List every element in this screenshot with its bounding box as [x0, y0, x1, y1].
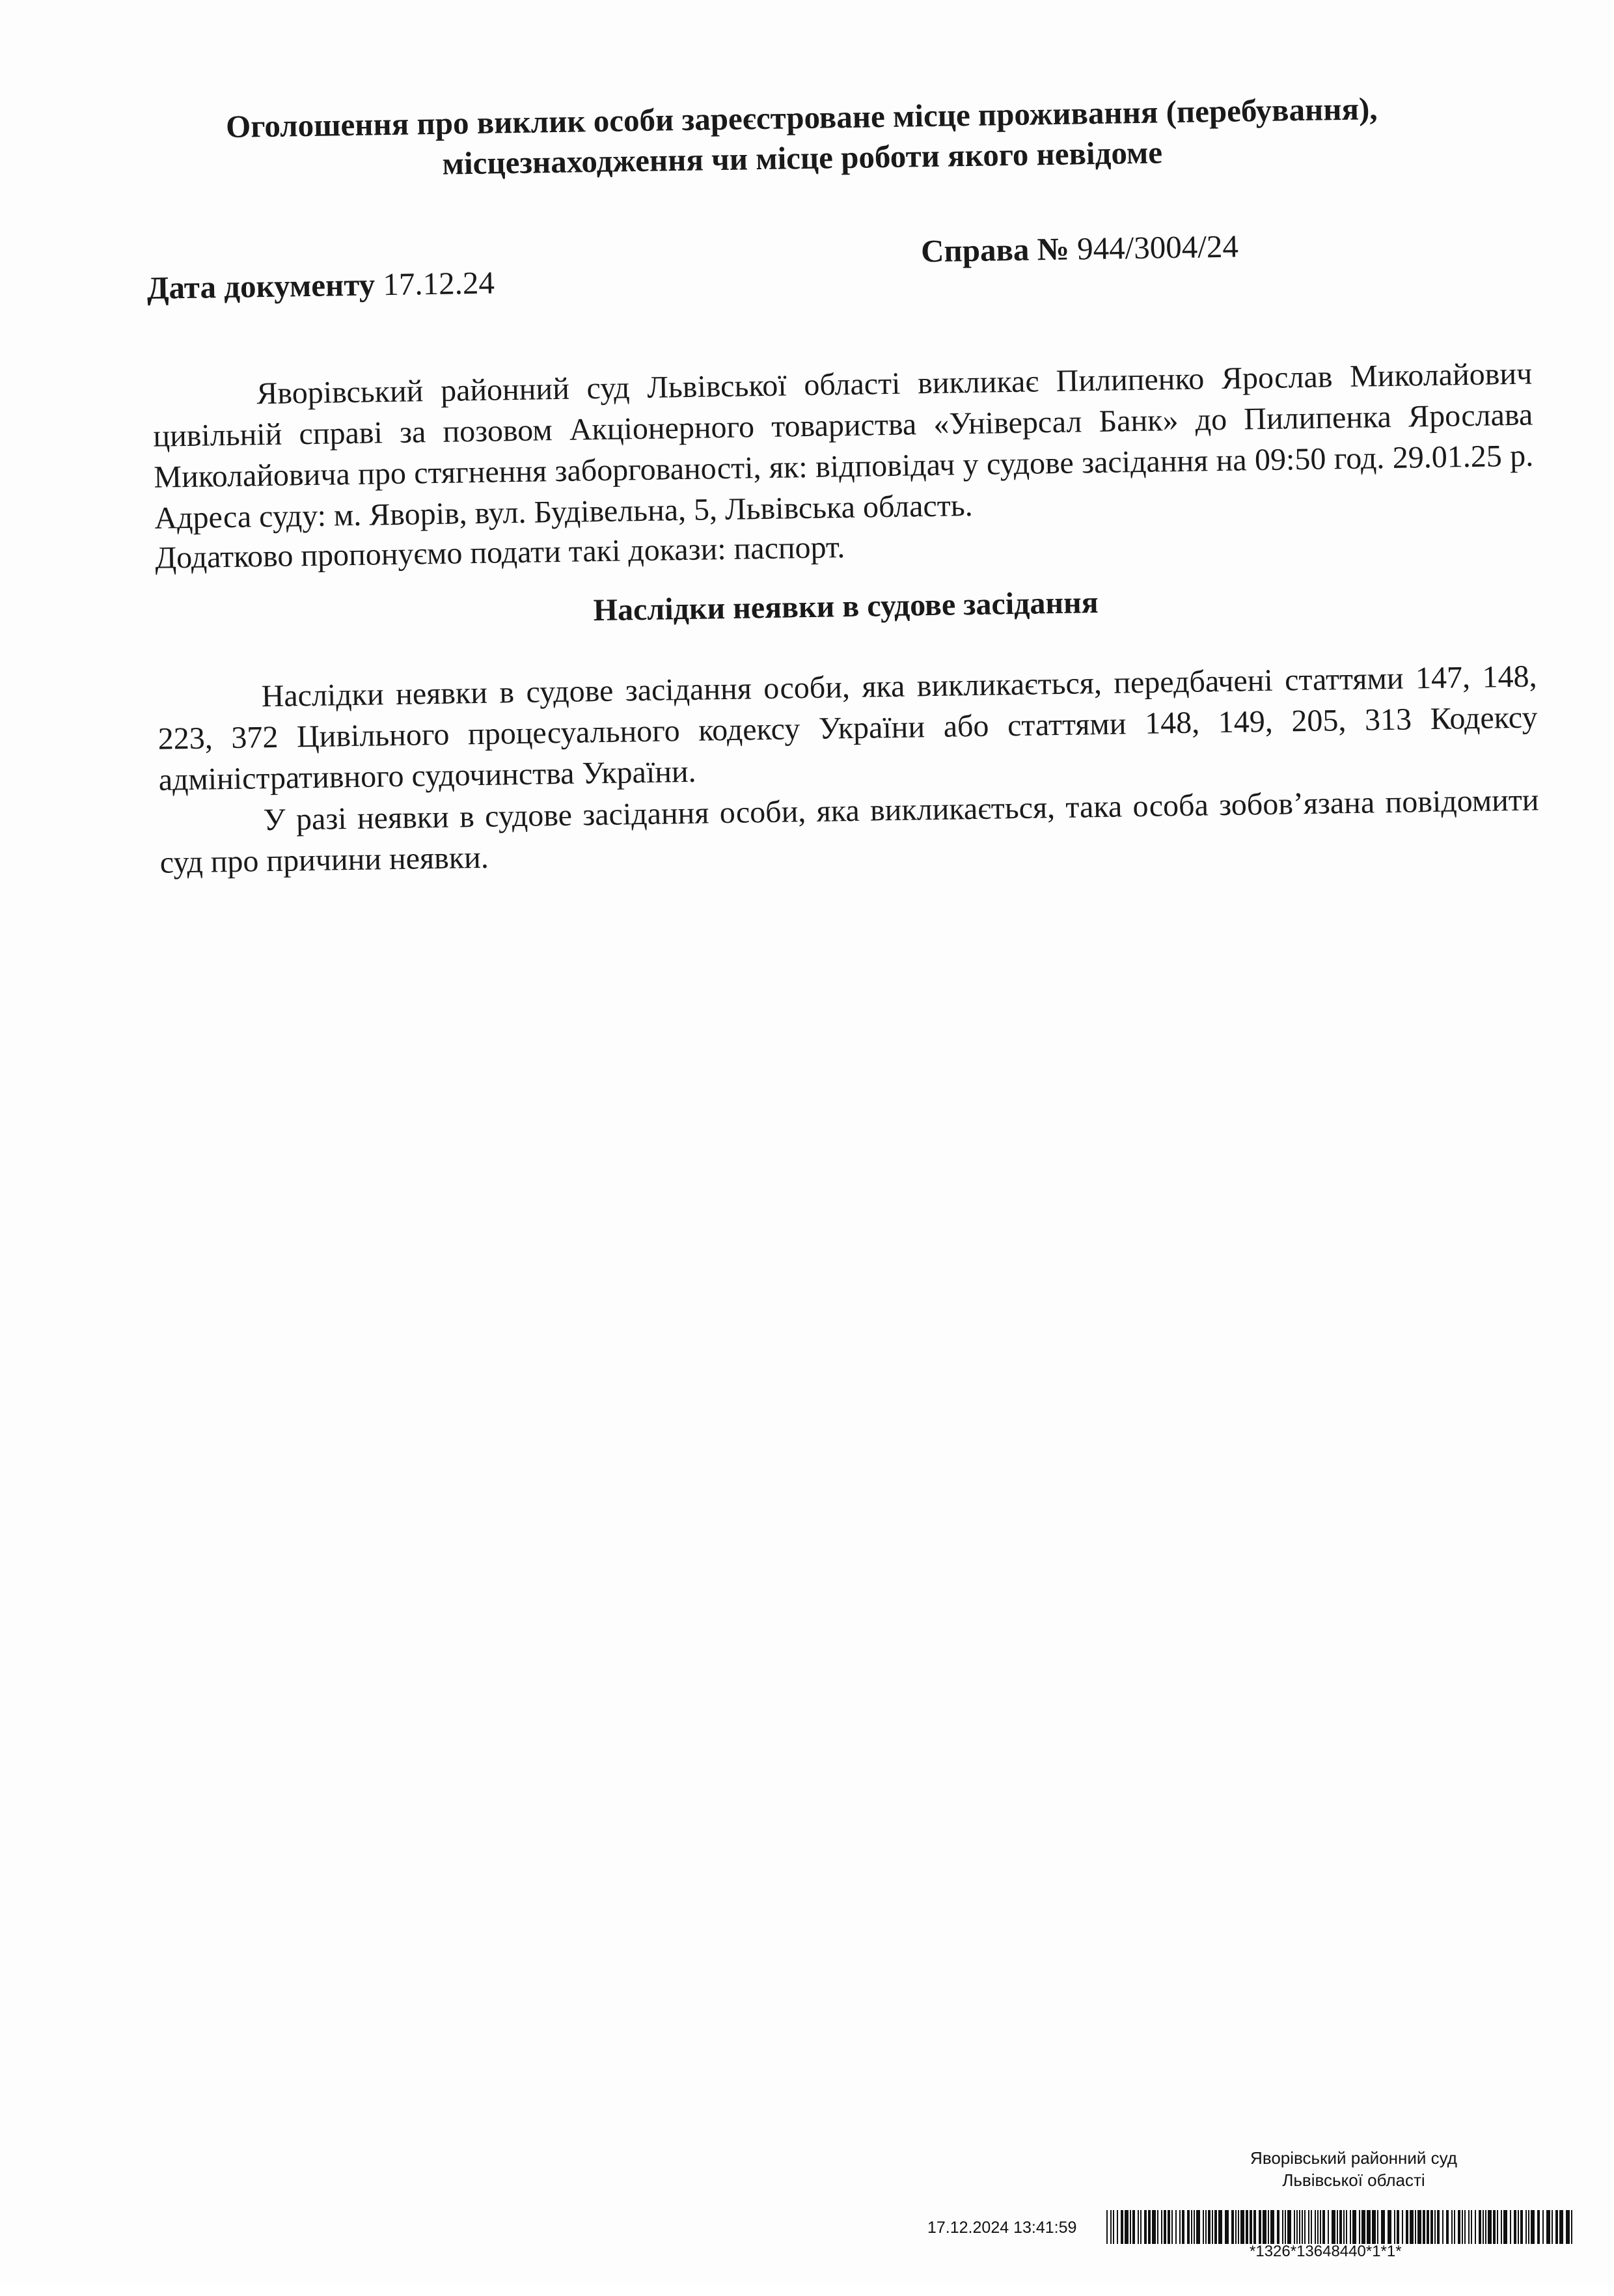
- consequences-paragraph: Наслідки неявки в судове засідання особи, яка викликається, передбачені статтями 147, 148, 223, 372 Цивільного процесуального кодексу України або статтями 148, 149, 205, 313 Кодексу адміністративного судочинства України.: [157, 659, 1538, 797]
- case-number-value: 944/3004/24: [1076, 228, 1239, 267]
- document-date-value: 17.12.24: [382, 264, 495, 303]
- barcode-image: [1106, 2210, 1575, 2244]
- title-line-2: місцезнаходження чи місце роботи якого невідоме: [442, 134, 1163, 182]
- case-number-label: Справа №: [920, 230, 1070, 270]
- title-line-1: Оголошення про виклик особи зареєстроване місце проживання (перебування),: [225, 90, 1378, 145]
- evidence-paragraph: Додатково пропонуємо подати такі докази: паспорт.: [154, 530, 845, 575]
- document-date: [146, 264, 495, 307]
- footer-court-line-2: Львівської області: [1282, 2170, 1425, 2190]
- notify-paragraph: У разі неявки в судове засідання особи, яка викликається, така особа зобов’язана повідомити суд про причини неявки.: [159, 782, 1539, 880]
- footer-court-stamp: [1217, 2147, 1490, 2191]
- footer-court-line-1: Яворівський районний суд: [1250, 2148, 1457, 2168]
- footer-timestamp: 17.12.2024 13:41:59: [927, 2219, 1077, 2237]
- case-number: [921, 228, 1239, 270]
- barcode-number: *1326*13648440*1*1*: [1250, 2243, 1402, 2260]
- consequences-heading: Наслідки неявки в судове засідання: [593, 585, 1099, 628]
- summons-paragraph: Яворівський районний суд Львівської області викликає Пилипенко Ярослав Миколайович цивільній справі за позовом Акціонерного товариства «Універсал Банк» до Пилипенка Ярослава Миколайовича про стягнення заборгованості, як: відповідач у судове засідання на 09:50 год. 29.01.25 р. Адреса суду: м. Яворів, вул. Будівельна, 5, Львівська область.: [152, 356, 1534, 536]
- document-date-label: Дата документу: [146, 266, 376, 306]
- document-title: [163, 88, 1440, 189]
